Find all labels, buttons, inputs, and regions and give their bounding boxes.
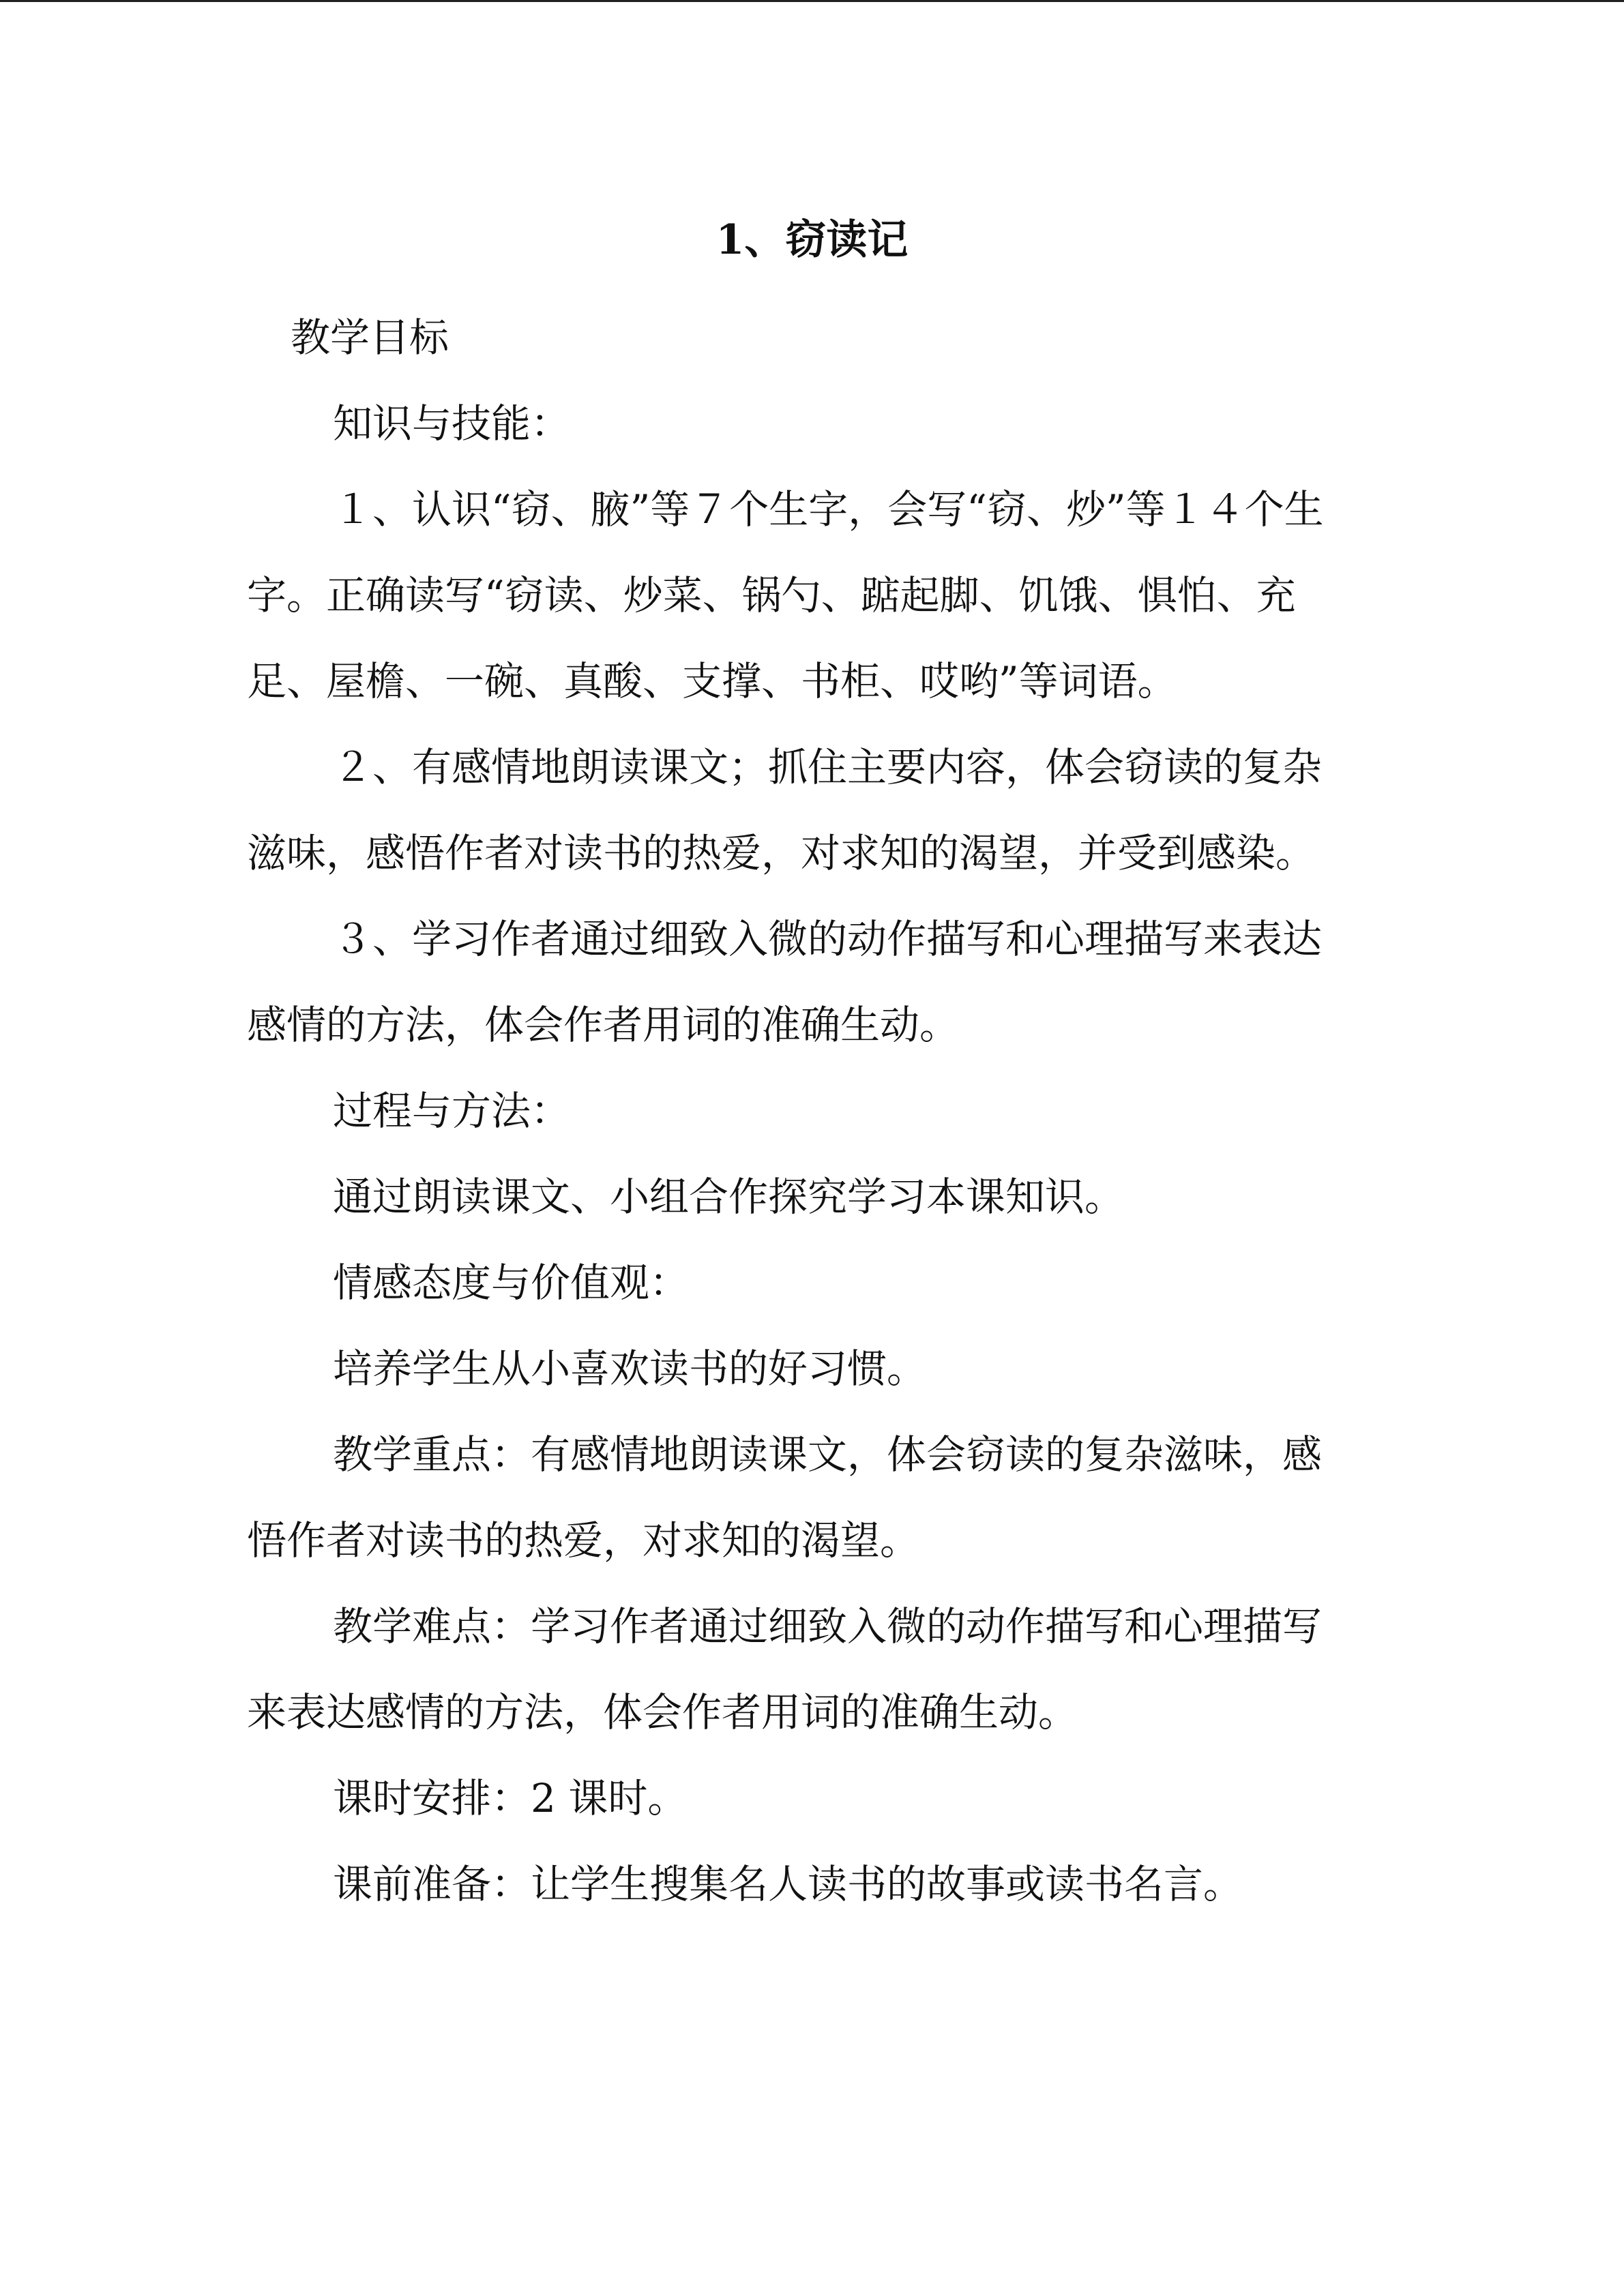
teaching-difficulty: 教学难点：学习作者通过细致入微的动作描写和心理描写来表达感情的方法，体会作者用词的准确生动。 [247, 1603, 1323, 1735]
process-methods-text: 通过朗读课文、小组合作探究学习本课知识。 [333, 1174, 1125, 1220]
subheading-emotion-values: 情感态度与价值观： [333, 1259, 690, 1306]
section-heading-teaching-goals: 教学目标 [291, 314, 449, 361]
emotion-values-text: 培养学生从小喜欢读书的好习惯。 [333, 1345, 927, 1392]
subheading-process-methods: 过程与方法： [333, 1088, 571, 1134]
class-schedule: 课时安排：2 课时。 [333, 1775, 688, 1821]
preparation: 课前准备：让学生搜集名人读书的故事或读书名言。 [333, 1861, 1243, 1907]
goal-item-3: ３、学习作者通过细致入微的动作描写和心理描写来表达感情的方法，体会作者用词的准确生动。 [247, 916, 1323, 1048]
document-title: 1、窃读记 [715, 216, 909, 264]
document-body [247, 295, 1338, 1927]
teaching-focus: 教学重点：有感情地朗读课文，体会窃读的复杂滋味，感悟作者对读书的热爱，对求知的渴望。 [247, 1431, 1323, 1564]
goal-item-1: １、认识“窃、腋”等７个生字，会写“窃、炒”等１４个生字。正确读写“窃读、炒菜、锅勺、踮起脚、饥饿、惧怕、充足、屋檐、一碗、真酸、支撑、书柜、哎哟”等词语。 [247, 486, 1324, 704]
subheading-knowledge-skills: 知识与技能： [333, 400, 571, 447]
page-top-border [0, 0, 1624, 2]
goal-item-2: ２、有感情地朗读课文；抓住主要内容，体会窃读的复杂滋味，感悟作者对读书的热爱，对求知的渴望，并受到感染。 [247, 744, 1323, 876]
